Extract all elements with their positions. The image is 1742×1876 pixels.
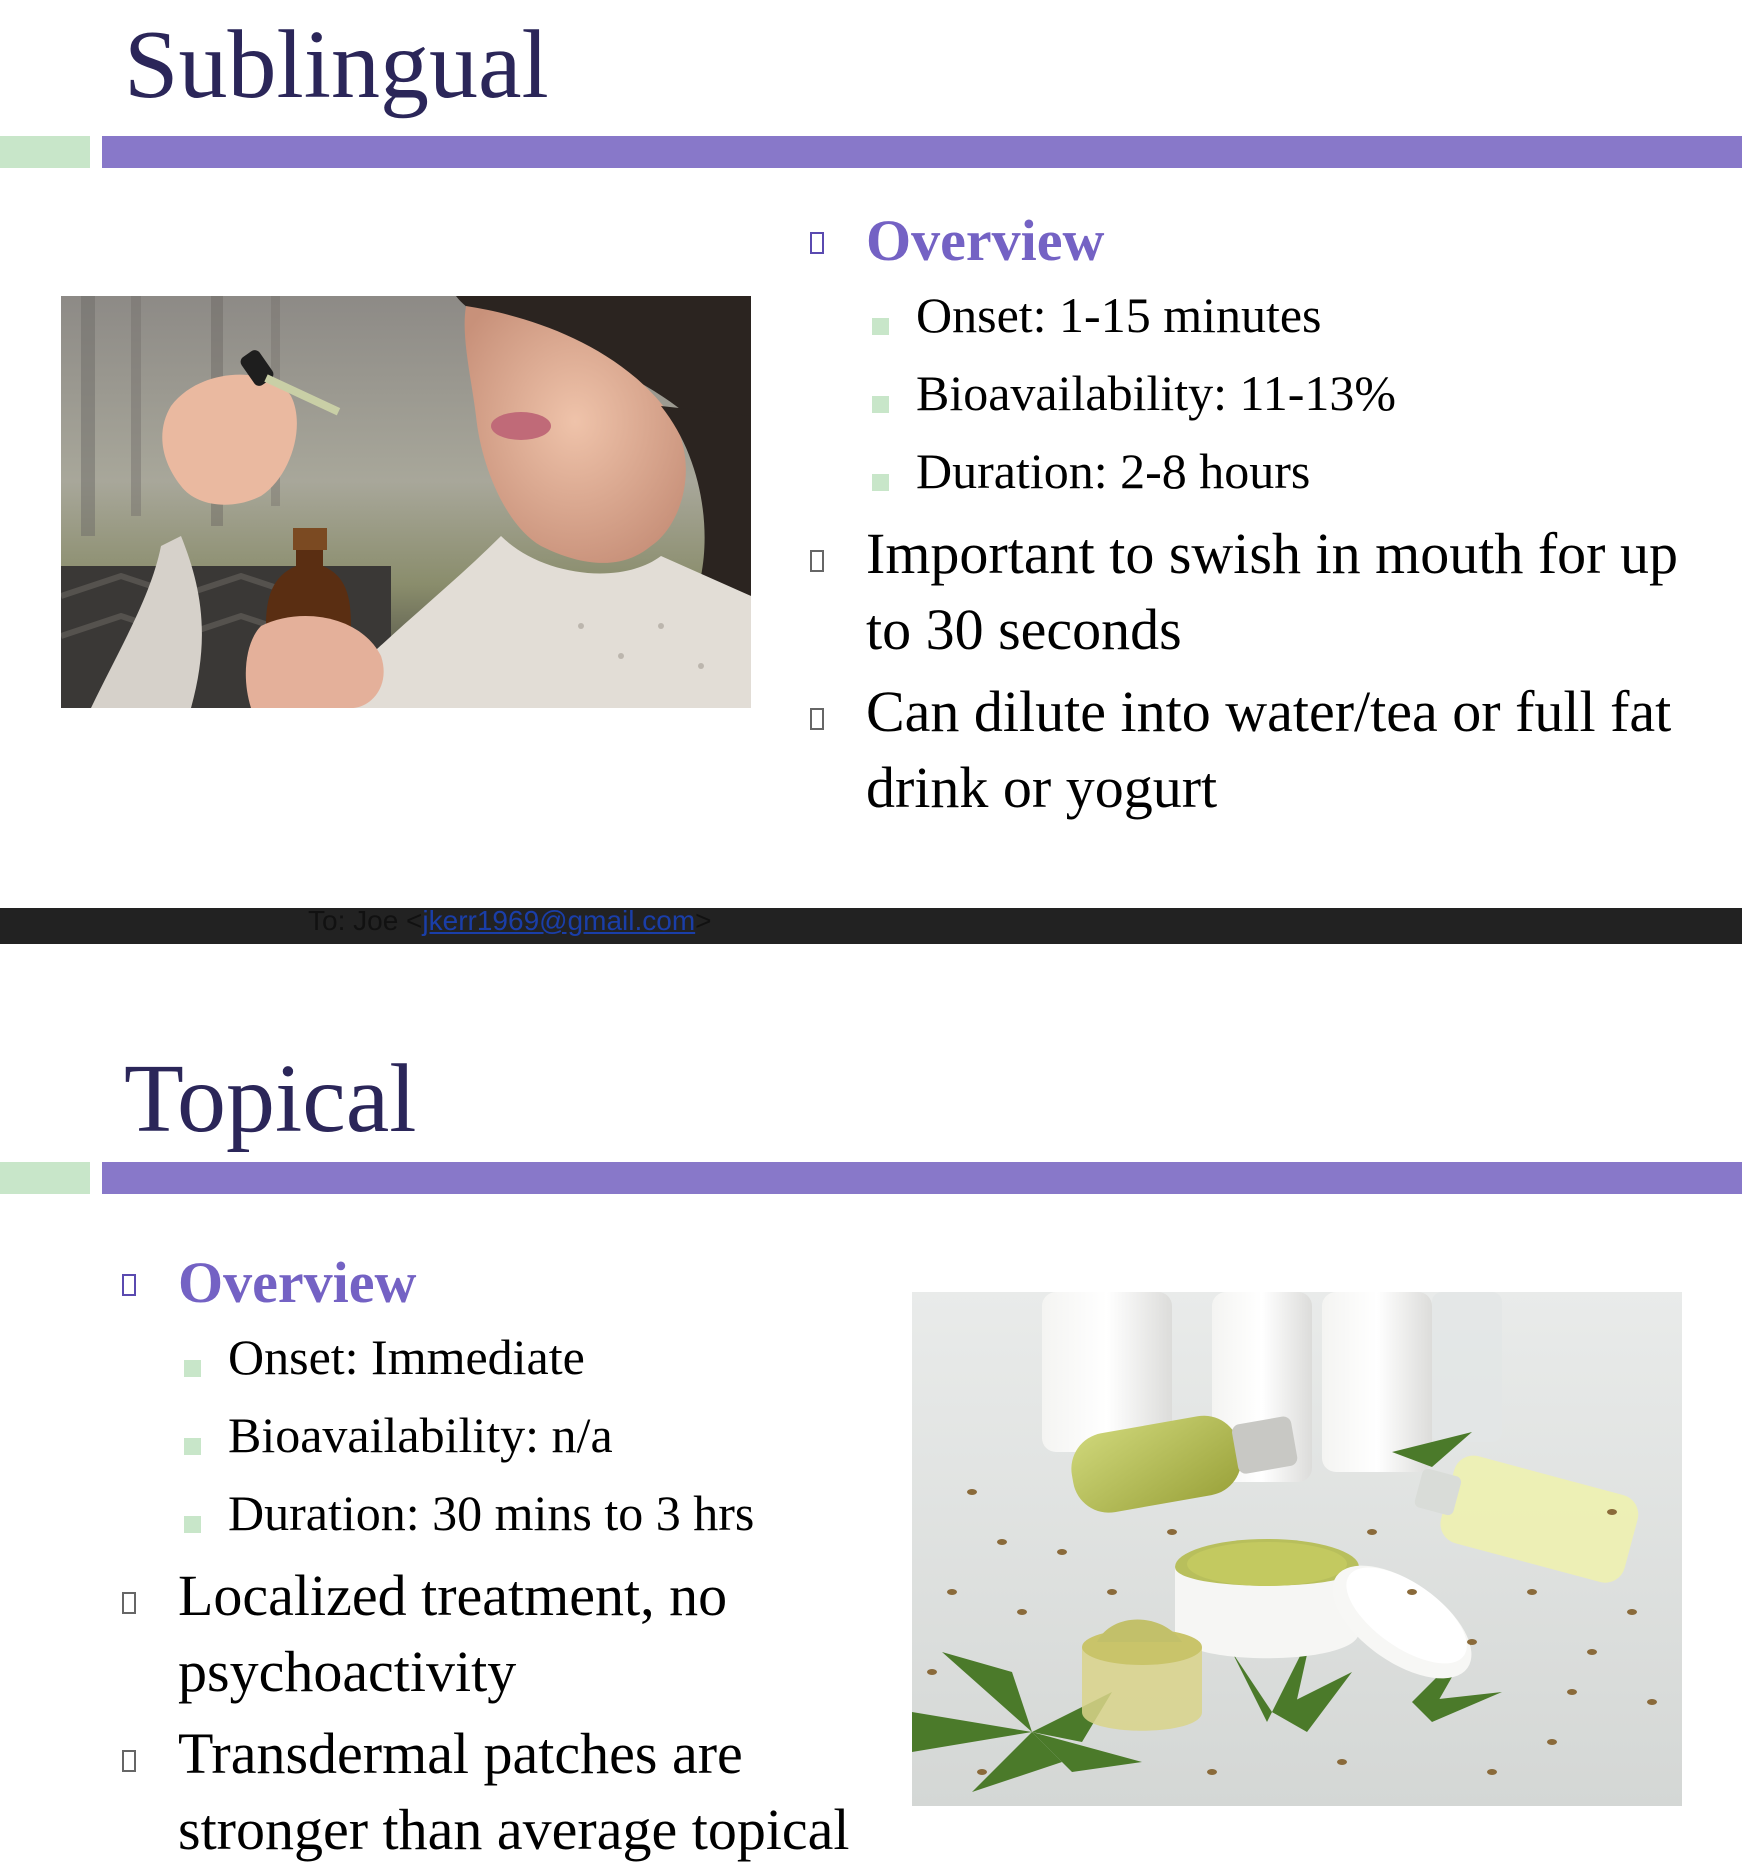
dropper-photo [61, 296, 751, 708]
square-bullet-icon [810, 708, 824, 730]
topical-products-photo [912, 1292, 1682, 1806]
overview-heading: Overview [120, 1248, 880, 1318]
topical-bullets [120, 1248, 880, 1868]
green-bullet-icon [184, 1360, 201, 1377]
green-bullet-icon [184, 1516, 201, 1533]
email-address-link[interactable]: jkerr1969@gmail.com [422, 905, 696, 936]
green-bullet-icon [872, 396, 889, 413]
green-bullet-icon [872, 474, 889, 491]
detail-item: Bioavailability: 11-13% [808, 354, 1708, 432]
overview-heading: Overview [808, 206, 1708, 276]
detail-item: Duration: 30 mins to 3 hrs [120, 1474, 880, 1552]
detail-item: Onset: 1-15 minutes [808, 276, 1708, 354]
slide-sublingual [0, 0, 1742, 908]
note-item: Localized treatment, no psychoactivity [120, 1558, 880, 1710]
square-bullet-icon [810, 232, 824, 254]
square-bullet-icon [810, 550, 824, 572]
email-divider-band [0, 908, 1742, 944]
note-item: Can dilute into water/tea or full fat drink or yogurt [808, 674, 1708, 826]
title-accent-green [0, 1162, 90, 1194]
slide-topical [0, 944, 1742, 1876]
detail-item: Bioavailability: n/a [120, 1396, 880, 1474]
square-bullet-icon [122, 1274, 136, 1296]
title-accent-green [0, 136, 90, 168]
detail-item: Onset: Immediate [120, 1318, 880, 1396]
sublingual-bullets [808, 206, 1708, 826]
title-accent-bar [102, 1162, 1742, 1194]
title-accent-bar [102, 136, 1742, 168]
email-recipient-line: To: Joe <jkerr1969@gmail.com> [308, 905, 712, 936]
green-bullet-icon [184, 1438, 201, 1455]
slide-title: Sublingual [124, 11, 549, 119]
detail-item: Duration: 2-8 hours [808, 432, 1708, 510]
square-bullet-icon [122, 1750, 136, 1772]
square-bullet-icon [122, 1592, 136, 1614]
note-item: Transdermal patches are stronger than average topical [120, 1716, 880, 1868]
note-item: Important to swish in mouth for up to 30 seconds [808, 516, 1708, 668]
green-bullet-icon [872, 318, 889, 335]
slide-title: Topical [124, 1045, 417, 1153]
